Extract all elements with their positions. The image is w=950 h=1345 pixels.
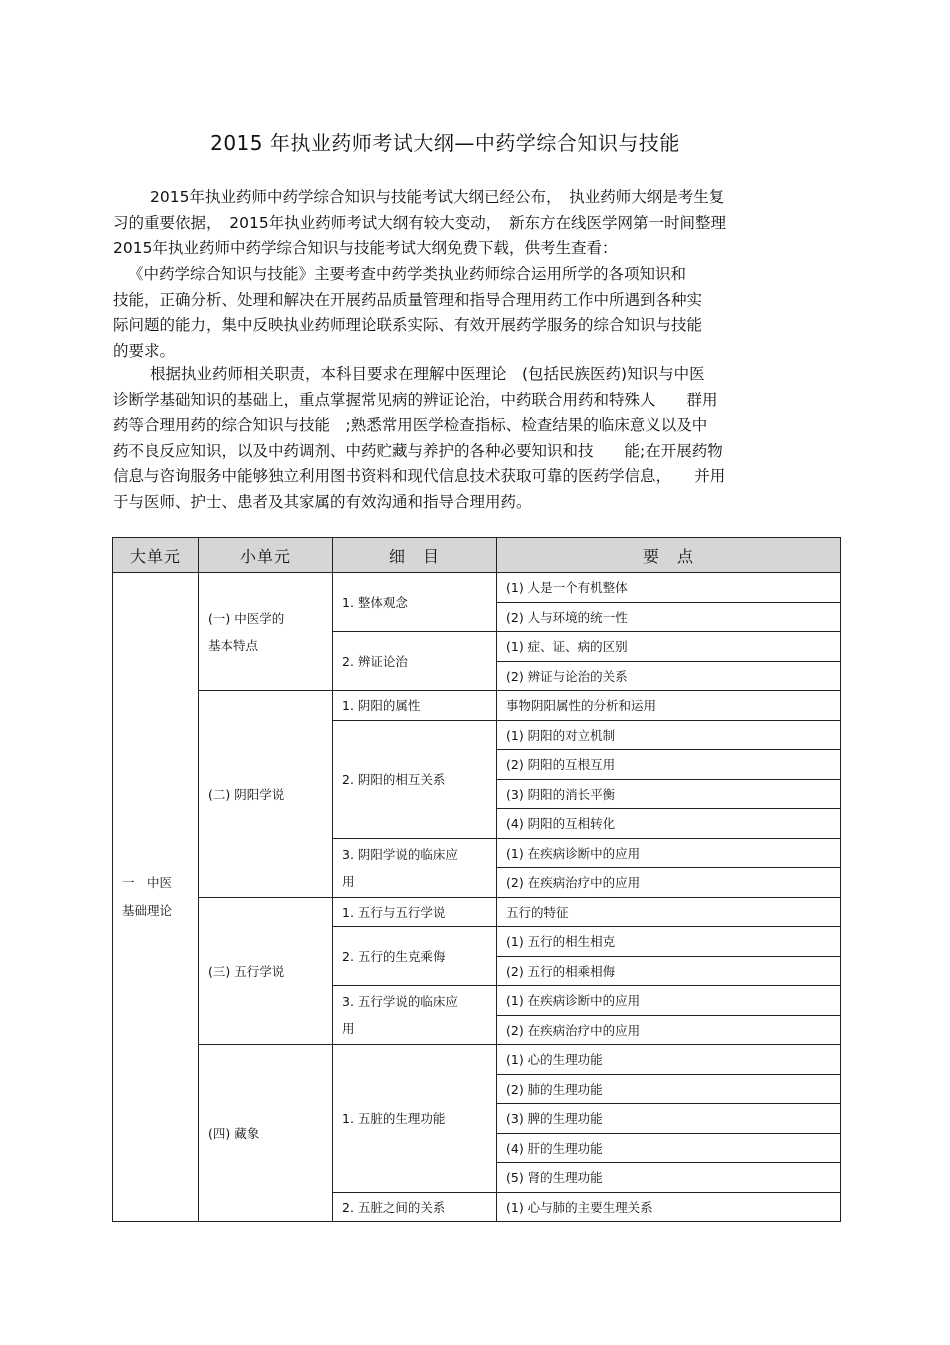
point-cell: (1) 人是一个有机整体 — [497, 573, 841, 603]
intro-paragraph — [113, 185, 841, 262]
minor-unit-cell: (三) 五行学说 — [199, 897, 333, 1045]
text-line: 药不良反应知识，以及中药调剂、中药贮藏与养护的各种必要知识和技 能;在开展药物 — [113, 441, 723, 460]
scope-paragraph — [113, 262, 841, 364]
point-cell: (1) 五行的相生相克 — [497, 927, 841, 957]
table-row — [113, 1045, 841, 1075]
point-cell: (2) 肺的生理功能 — [497, 1074, 841, 1104]
header-key-points: 要 点 — [497, 538, 841, 573]
detail-line: 3. 阴阳学说的临床应 — [342, 846, 458, 862]
minor-unit-cell: (二) 阴阳学说 — [199, 691, 333, 898]
detail-cell: 1. 阴阳的属性 — [333, 691, 497, 721]
point-cell: (2) 在疾病治疗中的应用 — [497, 1015, 841, 1045]
point-cell: (3) 阴阳的消长平衡 — [497, 779, 841, 809]
detail-line: 用 — [342, 1021, 355, 1036]
point-cell: (5) 肾的生理功能 — [497, 1163, 841, 1193]
point-cell: (1) 症、证、病的区别 — [497, 632, 841, 662]
table-row — [113, 573, 841, 603]
detail-cell — [333, 986, 497, 1045]
text-line: 习的重要依据， 2015年执业药师考试大纲有较大变动， 新东方在线医学网第一时间整理 — [113, 213, 726, 232]
text-line: 的要求。 — [113, 341, 176, 360]
header-minor-unit: 小单元 — [199, 538, 333, 573]
point-cell: (2) 阴阳的互根互用 — [497, 750, 841, 780]
detail-cell: 1. 五脏的生理功能 — [333, 1045, 497, 1193]
detail-cell: 2. 辨证论治 — [333, 632, 497, 691]
page-title: 2015 年执业药师考试大纲—中药学综合知识与技能 — [210, 131, 680, 155]
point-cell: (1) 心的生理功能 — [497, 1045, 841, 1075]
syllabus-table — [112, 537, 841, 1222]
requirement-paragraph — [113, 362, 841, 516]
detail-cell: 2. 阴阳的相互关系 — [333, 720, 497, 838]
major-unit-line: 基础理论 — [122, 903, 173, 918]
point-cell: 五行的特征 — [497, 897, 841, 927]
table-header-row — [113, 538, 841, 573]
point-cell: (1) 心与肺的主要生理关系 — [497, 1192, 841, 1222]
point-cell: (1) 在疾病诊断中的应用 — [497, 986, 841, 1016]
text-line: 技能，正确分析、处理和解决在开展药品质量管理和指导合理用药工作中所遇到各种实 — [113, 290, 703, 309]
point-cell: (4) 肝的生理功能 — [497, 1133, 841, 1163]
point-cell: (2) 在疾病治疗中的应用 — [497, 868, 841, 898]
text-line: 于与医师、护士、患者及其家属的有效沟通和指导合理用药。 — [113, 492, 532, 511]
detail-cell: 2. 五行的生克乘侮 — [333, 927, 497, 986]
point-cell: (3) 脾的生理功能 — [497, 1104, 841, 1134]
text-line: 2015年执业药师中药学综合知识与技能考试大纲已经公布， 执业药师大纲是考生复 — [150, 188, 725, 206]
table-row — [113, 897, 841, 927]
point-cell: (1) 在疾病诊断中的应用 — [497, 838, 841, 868]
detail-cell: 1. 五行与五行学说 — [333, 897, 497, 927]
major-unit-cell — [113, 573, 199, 1222]
point-cell: (1) 阴阳的对立机制 — [497, 720, 841, 750]
detail-line: 3. 五行学说的临床应 — [342, 994, 458, 1009]
text-line: 2015年执业药师中药学综合知识与技能考试大纲免费下载，供考生查看： — [113, 239, 618, 258]
minor-unit-cell — [199, 573, 333, 691]
text-line: 诊断学基础知识的基础上，重点掌握常见病的辨证论治，中药联合用药和特殊人 群用 — [113, 390, 718, 409]
text-line: 药等合理用药的综合知识与技能 ;熟悉常用医学检查指标、检查结果的临床意义以及中 — [113, 416, 708, 435]
header-detail: 细 目 — [333, 538, 497, 573]
detail-line: 用 — [342, 873, 355, 889]
point-cell: (2) 五行的相乘相侮 — [497, 956, 841, 986]
major-unit-line: 一 中医 — [122, 875, 173, 890]
minor-unit-cell: (四) 藏象 — [199, 1045, 333, 1222]
table-row — [113, 691, 841, 721]
minor-unit-line: 基本特点 — [208, 637, 259, 653]
text-line: 《中药学综合知识与技能》主要考查中药学类执业药师综合运用所学的各项知识和 — [128, 265, 687, 283]
point-cell: 事物阴阳属性的分析和运用 — [497, 691, 841, 721]
text-line: 根据执业药师相关职责，本科目要求在理解中医理论 (包括民族医药)知识与中医 — [150, 365, 705, 383]
text-line: 信息与咨询服务中能够独立利用图书资料和现代信息技术获取可靠的医药学信息， 并用 — [113, 467, 726, 486]
point-cell: (2) 人与环境的统一性 — [497, 602, 841, 632]
text-line: 际问题的能力，集中反映执业药师理论联系实际、有效开展药学服务的综合知识与技能 — [113, 316, 703, 335]
header-major-unit: 大单元 — [113, 538, 199, 573]
point-cell: (2) 辨证与论治的关系 — [497, 661, 841, 691]
detail-cell: 1. 整体观念 — [333, 573, 497, 632]
minor-unit-line: (一) 中医学的 — [208, 610, 285, 626]
point-cell: (4) 阴阳的互相转化 — [497, 809, 841, 839]
detail-cell: 2. 五脏之间的关系 — [333, 1192, 497, 1222]
detail-cell — [333, 838, 497, 897]
